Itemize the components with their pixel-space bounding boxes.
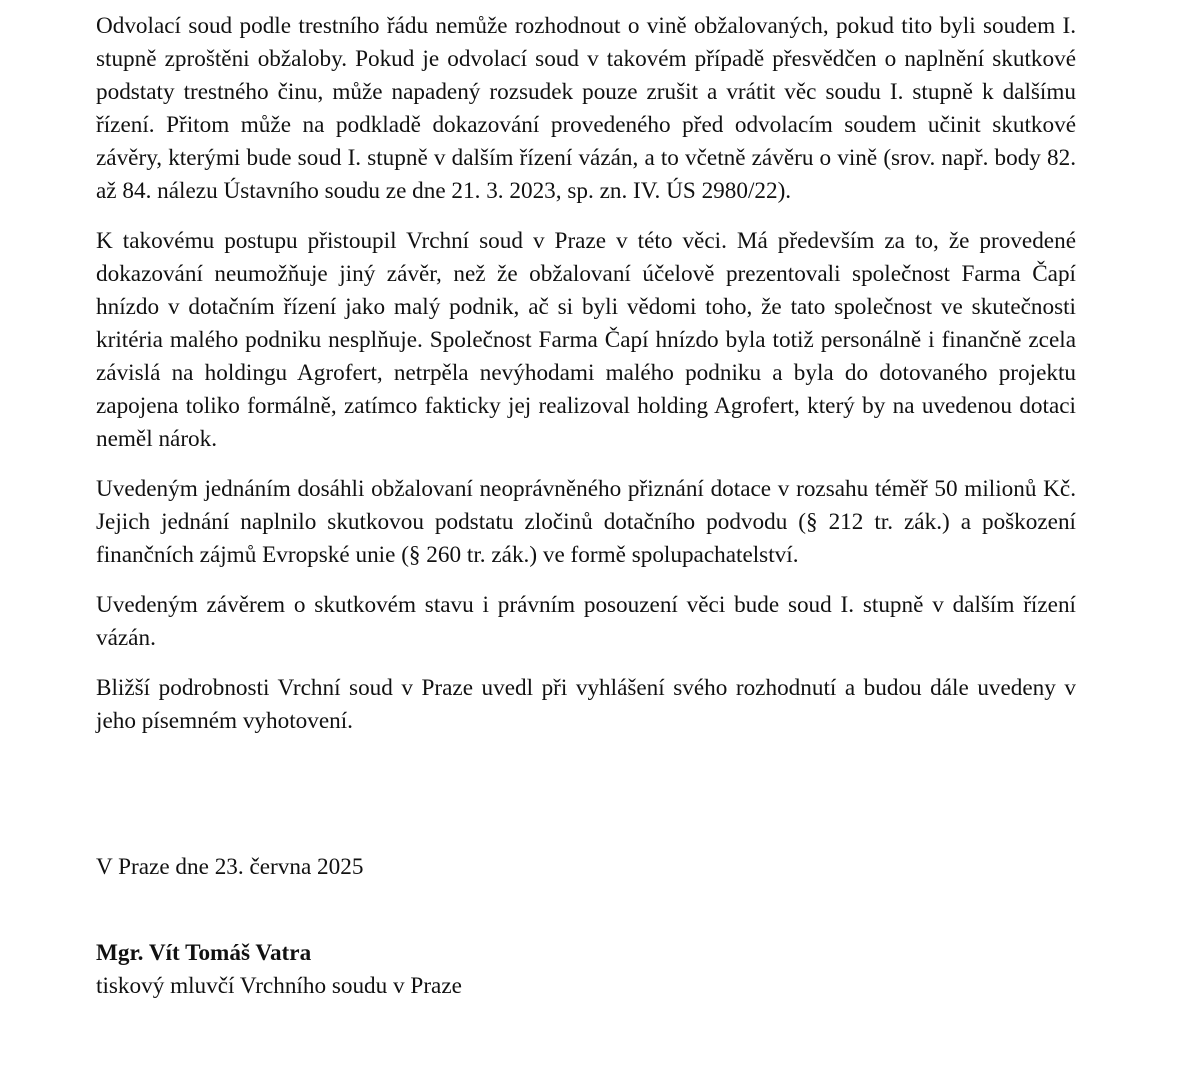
signatory-title: tiskový mluvčí Vrchního soudu v Praze xyxy=(96,973,462,999)
signature-block xyxy=(96,937,462,1003)
signatory-name: Mgr. Vít Tomáš Vatra xyxy=(96,940,312,966)
paragraph-binding-conclusion: Uvedeným závěrem o skutkovém stavu i právním posouzení věci bude soud I. stupně v dalším řízení vázán. xyxy=(96,592,1076,651)
paragraph-appeal-limits: Odvolací soud podle trestního řádu nemůže rozhodnout o vině obžalovaných, pokud tito byli soudem I. stupně zproštěni obžaloby. Pokud je odvolací soud v takovém případě přesvědčen o naplnění skutkové podstaty trestného činu, může napadený rozsudek pouze zrušit a vrátit věc soudu I. stupně k dalšímu řízení. Přitom může na podkladě dokazování provedeného před odvolacím soudem učinit skutkové závěry, kterými bude soud I. stupně v dalším řízení vázán, a to včetně závěru o vině (srov. např. body 82. až 84. nálezu Ústavního soudu ze dne 21. 3. 2023, sp. zn. IV. ÚS 2980/22). xyxy=(96,13,1076,204)
paragraph-further-details: Bližší podrobnosti Vrchní soud v Praze uvedl při vyhlášení svého rozhodnutí a budou dále uvedeny v jeho písemném vyhotovení. xyxy=(96,675,1076,734)
paragraph-subsidy-fraud: Uvedeným jednáním dosáhli obžalovaní neoprávněného přiznání dotace v rozsahu téměř 50 milionů Kč. Jejich jednání naplnilo skutkovou podstatu zločinů dotačního podvodu (§ 212 tr. zák.) a poškození finančních zájmů Evropské unie (§ 260 tr. zák.) ve formě spolupachatelství. xyxy=(96,476,1076,568)
document-page xyxy=(96,10,1076,999)
place-and-date: V Praze dne 23. června 2025 xyxy=(96,854,364,880)
paragraph-court-procedure: K takovému postupu přistoupil Vrchní soud v Praze v této věci. Má především za to, že provedené dokazování neumožňuje jiný závěr, než že obžalovaní účelově prezentovali společnost Farma Čapí hnízdo v dotačním řízení jako malý podnik, ač si byli vědomi toho, že tato společnost ve skutečnosti kritéria malého podniku nesplňuje. Společnost Farma Čapí hnízdo byla totiž personálně i finančně zcela závislá na holdingu Agrofert, netrpěla nevýhodami malého podniku a byla do dotovaného projektu zapojena toliko formálně, zatímco fakticky jej realizoval holding Agrofert, který by na uvedenou dotaci neměl nárok. xyxy=(96,228,1076,452)
